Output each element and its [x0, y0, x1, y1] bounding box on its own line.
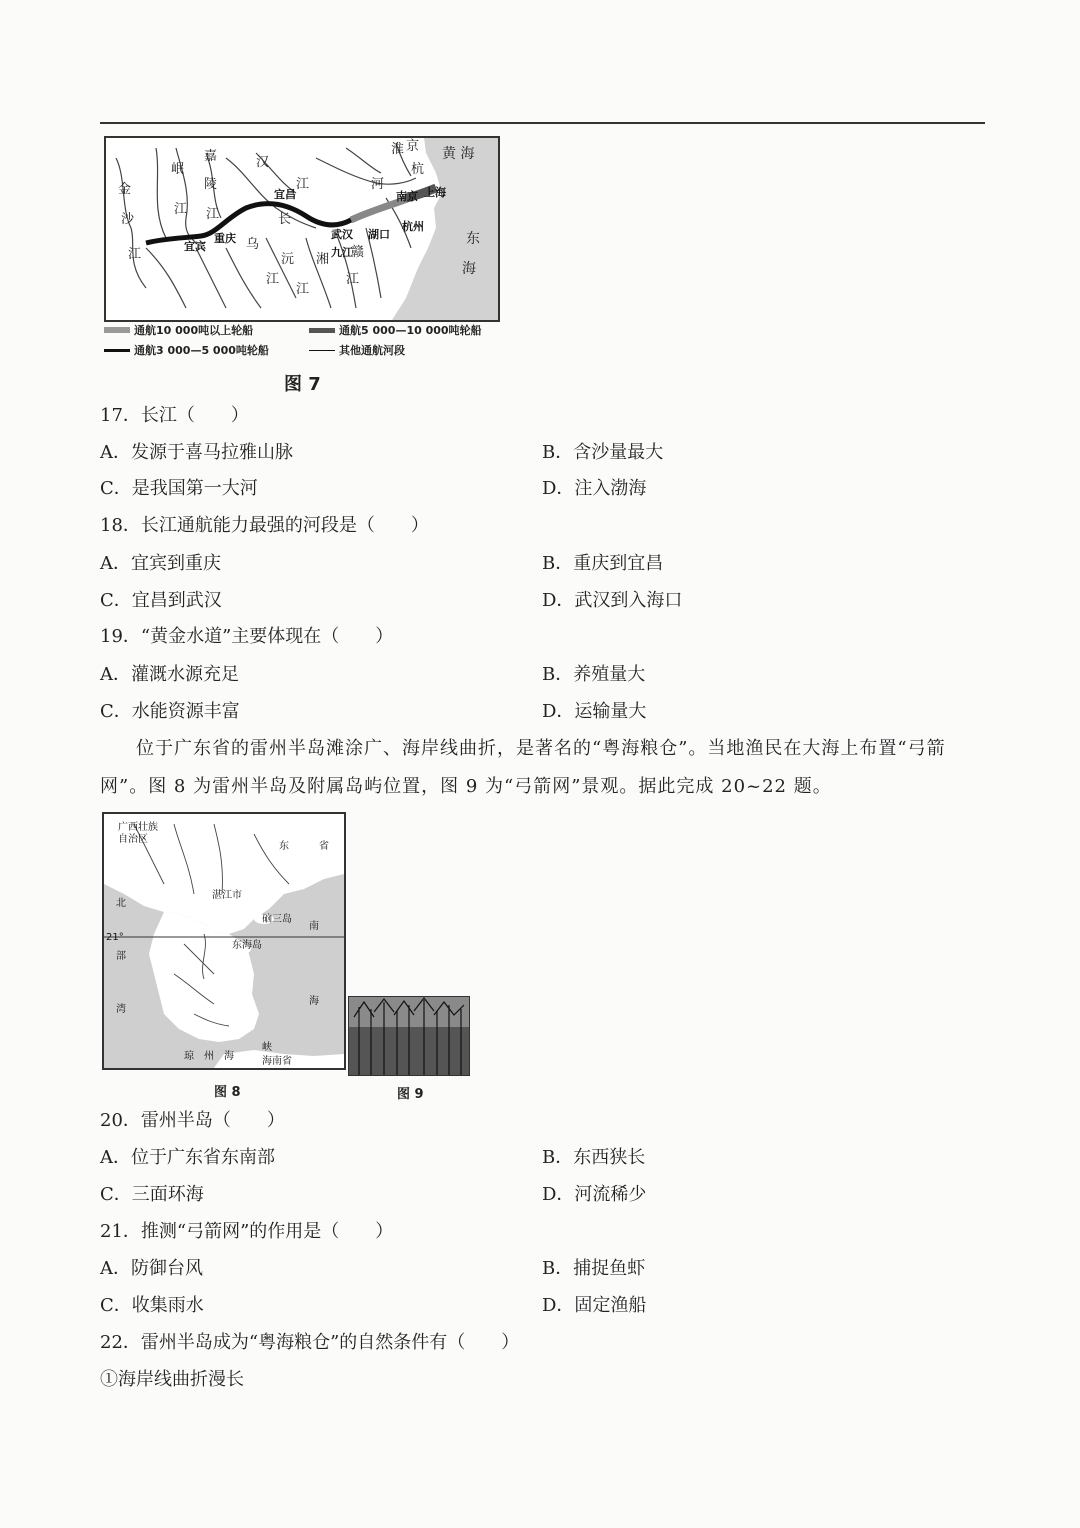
svg-text:岷: 岷 — [171, 162, 185, 177]
question-22: 22．雷州半岛成为“粤海粮仓”的自然条件有（ ） — [100, 1332, 520, 1353]
arrow-net-photo-svg — [349, 997, 469, 1075]
figure9-caption: 图 9 — [397, 1087, 424, 1102]
label-jiujiang: 九江 — [331, 246, 353, 259]
leizhou-map-svg — [104, 814, 344, 1068]
svg-text:海: 海 — [462, 261, 476, 277]
label-yellow-sea: 黄 海 — [442, 146, 475, 162]
q18-option-c: C．宜昌到武汉 — [100, 590, 222, 611]
svg-text:广西壮族: 广西壮族 — [118, 822, 158, 833]
label-hangzhou: 杭州 — [402, 220, 424, 233]
legend-item-4: 其他通航河段 — [309, 342, 405, 358]
q18-option-d: D．武汉到入海口 — [542, 590, 683, 611]
arrow-net-photo — [348, 996, 470, 1076]
svg-text:赣: 赣 — [351, 245, 365, 260]
svg-text:淮: 淮 — [391, 142, 405, 157]
svg-text:部: 部 — [116, 951, 126, 962]
q18-option-a: A．宜宾到重庆 — [100, 553, 221, 574]
svg-text:东: 东 — [279, 841, 289, 852]
svg-text:江: 江 — [296, 282, 310, 297]
svg-text:东: 东 — [466, 231, 480, 247]
svg-text:江: 江 — [128, 247, 142, 262]
leizhou-map — [102, 812, 346, 1070]
q19-option-a: A．灌溉水源充足 — [100, 664, 239, 685]
legend-item-1: 通航10 000吨以上轮船 — [104, 322, 253, 338]
svg-text:湘: 湘 — [316, 252, 330, 267]
legend-item-2: 通航5 000—10 000吨轮船 — [309, 322, 482, 338]
label-yibin: 宜宾 — [184, 240, 206, 253]
svg-text:陵: 陵 — [204, 177, 218, 192]
label-shanghai: 上海 — [424, 186, 446, 199]
svg-text:海: 海 — [309, 996, 319, 1007]
question-19: 19．“黄金水道”主要体现在（ ） — [100, 626, 394, 647]
svg-text:江: 江 — [346, 272, 360, 287]
q19-option-d: D．运输量大 — [542, 701, 647, 722]
q19-option-c: C．水能资源丰富 — [100, 701, 240, 722]
figure7-caption: 图 7 — [284, 374, 321, 395]
svg-text:省: 省 — [319, 841, 329, 852]
question-20: 20．雷州半岛（ ） — [100, 1110, 285, 1131]
q21-option-a: A．防御台风 — [100, 1258, 203, 1279]
svg-text:江: 江 — [174, 202, 188, 217]
passage: 位于广东省的雷州半岛滩涂广、海岸线曲折，是著名的“粤海粮仓”。当地渔民在大海上布置“弓箭网”。图 8 为雷州半岛及附属岛屿位置，图 9 为“弓箭网”景观。据此完成 20~22 题。 — [100, 738, 946, 797]
svg-text:海南省: 海南省 — [262, 1056, 292, 1067]
svg-text:沅: 沅 — [281, 252, 295, 267]
svg-text:江: 江 — [266, 272, 280, 287]
svg-text:汉: 汉 — [256, 155, 270, 170]
svg-text:杭: 杭 — [411, 162, 425, 177]
question-17: 17．长江（ ） — [100, 405, 249, 426]
svg-text:湾: 湾 — [116, 1004, 126, 1015]
yangtze-map-svg — [106, 138, 498, 320]
label-yichang: 宜昌 — [274, 188, 296, 201]
figure8-caption: 图 8 — [214, 1085, 241, 1100]
q18-option-b: B．重庆到宜昌 — [542, 553, 664, 574]
svg-text:硇三岛: 硇三岛 — [262, 914, 292, 925]
top-rule — [100, 122, 985, 124]
svg-text:江: 江 — [206, 207, 220, 222]
q21-option-b: B．捕捉鱼虾 — [542, 1258, 646, 1279]
svg-text:嘉: 嘉 — [204, 149, 218, 164]
q20-option-a: A．位于广东省东南部 — [100, 1147, 275, 1168]
label-nanjing: 南京 — [396, 190, 418, 203]
q17-option-b: B．含沙量最大 — [542, 442, 664, 463]
svg-text:乌: 乌 — [246, 237, 260, 252]
svg-text:湛江市: 湛江市 — [212, 890, 242, 901]
svg-text:河: 河 — [371, 177, 385, 192]
q19-option-b: B．养殖量大 — [542, 664, 646, 685]
svg-text:自治区: 自治区 — [118, 834, 148, 845]
q21-option-d: D．固定渔船 — [542, 1295, 647, 1316]
q17-option-c: C．是我国第一大河 — [100, 478, 258, 499]
legend-item-3: 通航3 000—5 000吨轮船 — [104, 342, 269, 358]
label-wuhan: 武汉 — [331, 228, 353, 241]
svg-text:京: 京 — [406, 139, 420, 154]
svg-text:21°: 21° — [106, 932, 124, 943]
label-hukou: 湖口 — [368, 228, 390, 241]
svg-text:沙: 沙 — [121, 212, 135, 227]
question-18: 18．长江通航能力最强的河段是（ ） — [100, 515, 429, 536]
yangtze-map — [104, 136, 500, 322]
figure7-legend — [104, 322, 504, 362]
q22-item-1: ①海岸线曲折漫长 — [100, 1369, 244, 1390]
q20-option-b: B．东西狭长 — [542, 1147, 646, 1168]
q20-option-d: D．河流稀少 — [542, 1184, 647, 1205]
svg-text:长: 长 — [278, 212, 292, 227]
question-21: 21．推测“弓箭网”的作用是（ ） — [100, 1221, 394, 1242]
svg-text:北: 北 — [116, 898, 126, 909]
svg-text:峡: 峡 — [262, 1042, 272, 1053]
q21-option-c: C．收集雨水 — [100, 1295, 204, 1316]
q17-option-a: A．发源于喜马拉雅山脉 — [100, 442, 293, 463]
label-jinsha: 金 — [118, 182, 132, 197]
svg-text:东海岛: 东海岛 — [232, 940, 262, 951]
svg-text:琼 州 海: 琼 州 海 — [184, 1051, 234, 1062]
svg-text:南: 南 — [309, 921, 319, 932]
svg-text:江: 江 — [296, 177, 310, 192]
label-chongqing: 重庆 — [214, 232, 236, 245]
q17-option-d: D．注入渤海 — [542, 478, 647, 499]
q20-option-c: C．三面环海 — [100, 1184, 204, 1205]
